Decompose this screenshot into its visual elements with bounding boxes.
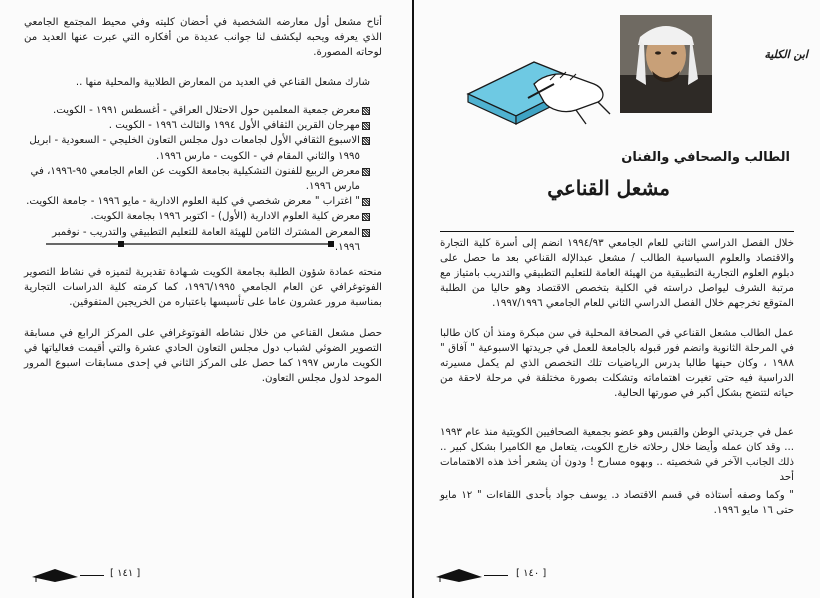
- exhibition-item: [24, 164, 370, 194]
- exhibition-text: معرض جمعية المعلمين حول الاحتلال العراقي - أغسطس ١٩٩١ - الكويت.: [52, 105, 360, 116]
- drawing-hand-illustration: [464, 54, 614, 136]
- bullet-box-icon: [362, 229, 370, 237]
- exhibition-text: معرض كلية العلوم الادارية (الأول) - اكتوبر ١٩٩٦ بجامعة الكويت.: [90, 211, 360, 223]
- exhibition-item: [24, 209, 370, 224]
- bullet-box-icon: [362, 213, 370, 221]
- exhibition-text: المعرض المشترك الثامن للهيئة العامة للتعليم التطبيقي والتدريب - نوفمبر ١٩٩٦.: [52, 226, 360, 253]
- exhibitions-list: [24, 103, 370, 255]
- bullet-box-icon: [362, 137, 370, 145]
- bio-paragraph-3: عمل في جريدتي الوطن والقبس وهو عضو بجمعية الصحافيين الكويتية منذ عام ١٩٩٣ ... وقد كان عمله وأيضا خلال رحلاته خارج الكويت، يتعامل مع الكاميرا بشكل كبير .. ذلك الجانب الآخر في شخصيته .. وبهوه مسارح ! ودون أن يشعر أخذ هذه الاهتمامات أحد: [440, 427, 794, 483]
- divider-square-right: [328, 241, 334, 247]
- footer-left: [30, 566, 160, 586]
- portrait-photo: [620, 15, 712, 113]
- footer-rule: [484, 575, 508, 576]
- page-number-left: [ ١٤١ ]: [110, 568, 141, 579]
- intro-paragraph: أتاح مشعل أول معارضه الشخصية في أحضان كليته وفي محيط المجتمع الجامعي الذي يعرفه ويحبه ليكشف لنا جوانب عديدة من أفكاره التي عبرت عنها العديد من لوحاته المصورة.: [24, 17, 382, 58]
- quote-paragraph: " وكما وصفه أستاذه في قسم الاقتصاد د. يوسف جواد بأحدى اللقاءات " ١٢ مايو حتى ١٦ مايو ١٩٩٦.: [440, 490, 794, 516]
- bullet-box-icon: [362, 107, 370, 115]
- exhibition-text: معرض الربيع للفنون التشكيلية بجامعة الكويت عن العام الجامعي ٩٥-١٩٩٦، في مارس ١٩٩٦.: [30, 165, 360, 193]
- exhibitions-intro: شارك مشعل القناعي في العديد من المعارض الطلابية والمحلية منها ..: [75, 77, 370, 88]
- footer-right: [434, 566, 574, 586]
- graduation-cap-icon: [30, 566, 80, 584]
- divider-square-left: [118, 241, 124, 247]
- bullet-box-icon: [362, 198, 370, 206]
- section-divider: [46, 240, 334, 248]
- subtitle: الطالب والصحافي والفنان: [621, 150, 790, 165]
- certificate-paragraph: منحته عمادة شؤون الطلبة بجامعة الكويت شـهادة تقديرية لتميزه في نشاط التصوير الفوتوغرافي عن العام الجامعي ١٩٩٦/١٩٩٥، كما كرمته كلية الدراسات التجارية بمناسبة مرور عشرون عاما على تأسيسها باعتباره من الخريجين المتفوقين.: [24, 267, 382, 308]
- exhibition-text: مهرجان القرين الثقافي الأول ١٩٩٤ والثالث ١٩٩٦ - الكويت .: [108, 120, 360, 132]
- bullet-box-icon: [362, 168, 370, 176]
- exhibition-item: [24, 194, 370, 209]
- title-rule: [440, 231, 794, 232]
- exhibition-text: الاسبوع الثقافي الأول لجامعات دول مجلس التعاون الخليجي - السعودية - ابريل ١٩٩٥ والثاني المقام في - الكويت - مارس ١٩٩٦.: [29, 135, 360, 162]
- person-name: مشعل القناعي: [547, 176, 670, 200]
- bullet-box-icon: [362, 122, 370, 130]
- right-page: [414, 0, 820, 598]
- graduation-cap-icon: [434, 566, 484, 584]
- exhibition-item: [24, 103, 370, 118]
- bio-paragraph-2: عمل الطالب مشعل القناعي في الصحافة المحلية في سن مبكرة ومنذ أن كان طالبا في المرحلة الثانوية وانضم فور قبوله بالجامعة للعمل في جريدتها الاسبوعية " آفاق " ١٩٨٨ ، وكان حينها طالبا يدرس الرياضيات تلك التخصص الذي لم يكمل مسيرته الدراسية فيه حتى تغيرت اهتماماته وتشكلت بصورة مختلفة في مرحلة لاحقة من حياته لتتضح بشكل أكبر في صورتها الحالية.: [440, 328, 794, 399]
- bio-paragraph-1: خلال الفصل الدراسي الثاني للعام الجامعي ١٩٩٤/٩٣ انضم إلى أسرة كلية التجارة والاقتصاد والعلوم السياسية الطالب / مشعل عبدالإله القناعي بعد ما حصل على دبلوم العلوم التجارية التطبيقية من الهيئة العامة للتعليم التطبيقي والتدريب بامتياز مع مرتبة الشرف ليواصل دراسته في الكلية بتخصص الاقتصاد وهو حاليا من الطلبة المتوقع تخرجهم خلال الفصل الدراسي الثاني للعام الجامعي ١٩٩٧/١٩٩٦.: [440, 238, 794, 309]
- exhibition-item: [24, 118, 370, 133]
- footer-rule: [80, 575, 104, 576]
- award-paragraph: حصل مشعل القناعي من خلال نشاطه الفوتوغرافي على المركز الرابع في مسابقة التصوير الضوئي لشباب دول مجلس التعاون الحادي عشرة والتي أقيمت فعالياتها في الكويت مارس ١٩٩٧ كما حصل على المركز الثاني في إحدى مسابقات اسبوع المرور الموحد لدول مجلس التعاون.: [24, 328, 382, 384]
- exhibition-item: [24, 133, 370, 163]
- page-number-right: [ ١٤٠ ]: [516, 568, 547, 579]
- section-label: ابن الكلية: [764, 48, 808, 61]
- exhibition-text: " اغتراب " معرض شخصي في كلية العلوم الادارية - مايو ١٩٩٦ - جامعة الكويت.: [26, 196, 360, 208]
